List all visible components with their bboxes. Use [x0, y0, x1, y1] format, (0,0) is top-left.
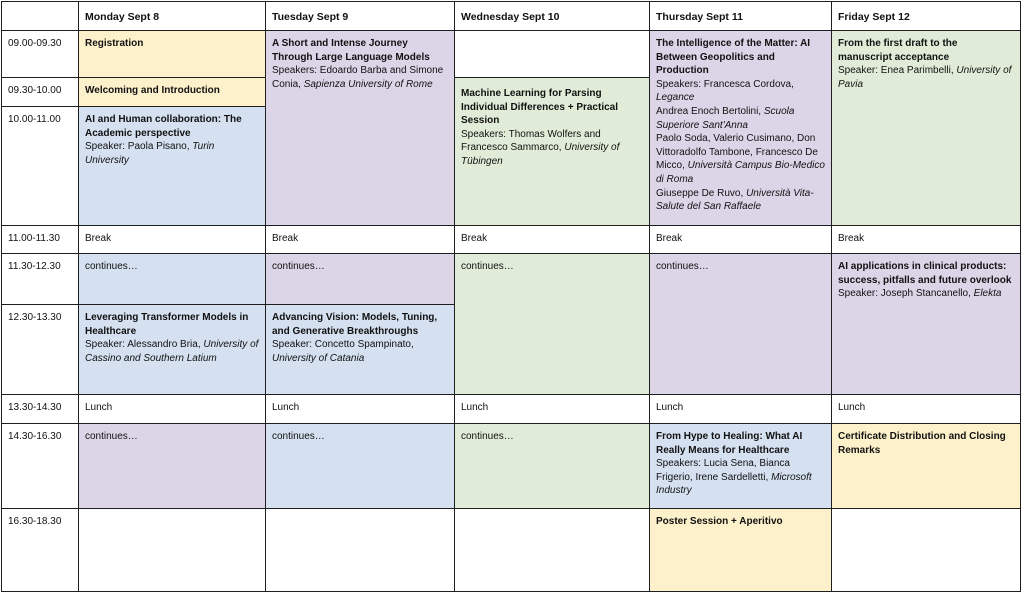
- speaker-affiliation: Microsoft Industry: [656, 471, 812, 497]
- session-title: A Short and Intense Journey Through Large Language Models: [272, 38, 430, 63]
- break-friday: Break: [831, 225, 1021, 254]
- speaker-affiliation: Scuola Superiore Sant'Anna: [656, 105, 795, 131]
- session-title: Advancing Vision: Models, Tuning, and Generative Breakthroughs: [272, 312, 438, 337]
- speaker-text: Speaker: Joseph Stancanello, Elekta: [838, 288, 1002, 300]
- time-slot-1100: 11.00-11.30: [1, 225, 79, 254]
- day-header-friday: Friday Sept 12: [831, 1, 1021, 31]
- time-slot-1130: 11.30-12.30: [1, 253, 79, 305]
- time-slot-0930: 09.30-10.00: [1, 77, 79, 107]
- header-corner: [1, 1, 79, 31]
- break-tuesday: Break: [265, 225, 455, 254]
- session-title: AI applications in clinical products: success, pitfalls and future overlook: [838, 261, 1012, 286]
- lunch-thursday: Lunch: [649, 394, 832, 424]
- speaker-text: Giuseppe De Ruvo, Università Vita-Salute del San Raffaele: [656, 187, 814, 213]
- speaker-affiliation: University of Catania: [272, 352, 365, 364]
- empty-wednesday-1630: [454, 508, 650, 592]
- speaker-affiliation: Sapienza University of Rome: [303, 78, 433, 90]
- speaker-affiliation: University of Tübingen: [461, 142, 620, 167]
- lunch-wednesday: Lunch: [454, 394, 650, 424]
- speaker-text: Speakers: Thomas Wolfers and Francesco Sammarco, University of Tübingen: [461, 128, 620, 167]
- speaker-affiliation: Turin University: [85, 141, 215, 166]
- session-transformer-models: [78, 304, 266, 395]
- day-header-tuesday: Tuesday Sept 9: [265, 1, 455, 31]
- day-header-thursday: Thursday Sept 11: [649, 1, 832, 31]
- lunch-tuesday: Lunch: [265, 394, 455, 424]
- session-title: Poster Session + Aperitivo: [656, 516, 783, 527]
- speaker-text: Speaker: Paola Pisano, Turin University: [85, 141, 215, 166]
- time-slot-1000: 10.00-11.00: [1, 106, 79, 226]
- continues-tuesday-1130: continues…: [265, 253, 455, 305]
- empty-tuesday-1630: [265, 508, 455, 592]
- session-first-draft: [831, 30, 1021, 226]
- empty-monday-1630: [78, 508, 266, 592]
- session-welcoming: [78, 77, 266, 107]
- session-certificate-closing: [831, 423, 1021, 509]
- session-title: Welcoming and Introduction: [85, 85, 220, 96]
- speaker-text: Speakers: Francesca Cordova, Legance: [656, 78, 794, 104]
- day-header-wednesday: Wednesday Sept 10: [454, 1, 650, 31]
- speaker-text: Andrea Enoch Bertolini, Scuola Superiore Sant'Anna: [656, 105, 795, 131]
- session-title: Leveraging Transformer Models in Healthcare: [85, 312, 249, 337]
- continues-wednesday-1130: continues…: [454, 253, 650, 395]
- speaker-text: Speaker: Enea Parimbelli, University of Pavia: [838, 65, 1012, 90]
- speaker-affiliation: Università Vita-Salute del San Raffaele: [656, 187, 814, 213]
- session-title: From the first draft to the manuscript acceptance: [838, 38, 958, 63]
- speaker-affiliation: University of Pavia: [838, 65, 1012, 90]
- session-registration: [78, 30, 266, 78]
- day-header-monday: Monday Sept 8: [78, 1, 266, 31]
- session-title: The Intelligence of the Matter: AI Between Geopolitics and Production: [656, 38, 811, 77]
- speaker-text: Speakers: Lucia Sena, Bianca Frigerio, Irene Sardelletti, Microsoft Industry: [656, 458, 812, 497]
- time-slot-1630: 16.30-18.30: [1, 508, 79, 592]
- speaker-affiliation: Università Campus Bio-Medico di Roma: [656, 160, 825, 185]
- session-hype-to-healing: [649, 423, 832, 509]
- speaker-affiliation: Elekta: [973, 288, 1002, 300]
- session-ai-human-collaboration: [78, 106, 266, 226]
- continues-monday-1430: continues…: [78, 423, 266, 509]
- time-slot-0900: 09.00-09.30: [1, 30, 79, 78]
- session-title: From Hype to Healing: What AI Really Means for Healthcare: [656, 431, 803, 456]
- session-title: AI and Human collaboration: The Academic perspective: [85, 114, 242, 139]
- speaker-text: Speaker: Concetto Spampinato, University of Catania: [272, 339, 414, 364]
- lunch-friday: Lunch: [831, 394, 1021, 424]
- time-slot-1330: 13.30-14.30: [1, 394, 79, 424]
- session-poster-aperitivo: [649, 508, 832, 592]
- break-monday: Break: [78, 225, 266, 254]
- continues-tuesday-1430: continues…: [265, 423, 455, 509]
- session-advancing-vision: [265, 304, 455, 395]
- time-slot-1430: 14.30-16.30: [1, 423, 79, 509]
- empty-wednesday-0900: [454, 30, 650, 78]
- session-title: Certificate Distribution and Closing Remarks: [838, 431, 1006, 456]
- session-machine-learning: [454, 77, 650, 226]
- speaker-affiliation: Legance: [656, 92, 695, 104]
- speaker-text: Paolo Soda, Valerio Cusimano, Don Vittoradolfo Tambone, Francesco De Micco, Università Campus Bio-Medico di Roma: [656, 133, 825, 185]
- empty-friday-1630: [831, 508, 1021, 592]
- continues-thursday-1130: continues…: [649, 253, 832, 395]
- session-large-language-models: [265, 30, 455, 226]
- break-wednesday: Break: [454, 225, 650, 254]
- time-slot-1230: 12.30-13.30: [1, 304, 79, 395]
- speaker-text: Speaker: Alessandro Bria, University of Cassino and Southern Latium: [85, 339, 259, 364]
- session-title: Machine Learning for Parsing Individual Differences + Practical Session: [461, 88, 619, 127]
- lunch-monday: Lunch: [78, 394, 266, 424]
- session-intelligence-of-matter: [649, 30, 832, 226]
- continues-monday-1130: continues…: [78, 253, 266, 305]
- session-title: Registration: [85, 38, 144, 49]
- continues-wednesday-1430: continues…: [454, 423, 650, 509]
- session-ai-clinical-products: [831, 253, 1021, 395]
- speaker-text: Speakers: Edoardo Barba and Simone Conia, Sapienza University of Rome: [272, 65, 444, 90]
- break-thursday: Break: [649, 225, 832, 254]
- speaker-affiliation: University of Cassino and Southern Latium: [85, 339, 259, 364]
